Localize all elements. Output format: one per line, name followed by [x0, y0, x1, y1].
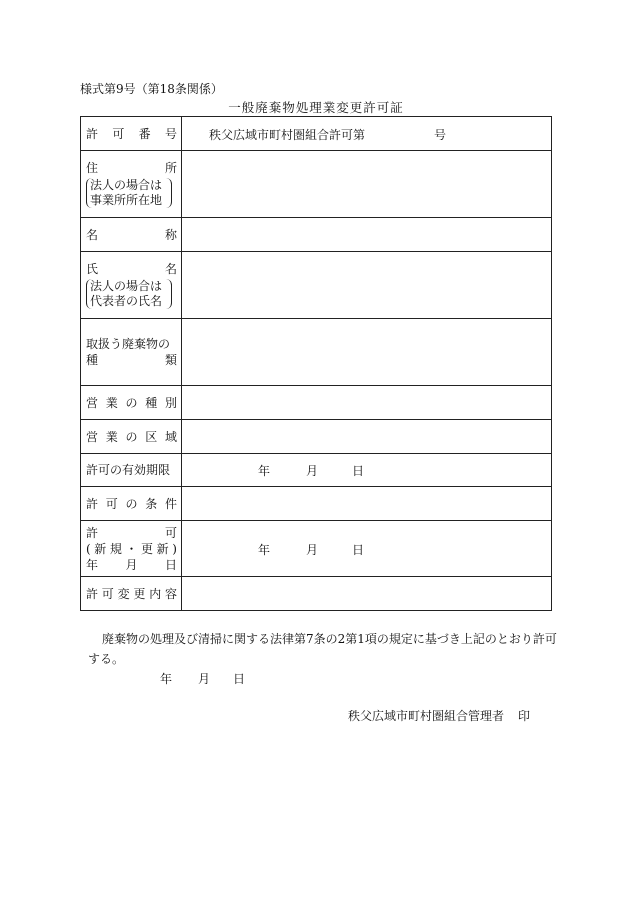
label-char: の [125, 395, 138, 410]
spread-chars [86, 541, 177, 557]
spread-chars [86, 160, 177, 176]
permit-table [80, 116, 552, 611]
value-name[interactable] [182, 218, 552, 252]
address-note [86, 178, 172, 208]
value-person[interactable] [182, 252, 552, 319]
note-line: 代表者の氏名 [90, 294, 163, 308]
label-char: 更 [133, 586, 146, 601]
label-permit-number [81, 117, 182, 151]
value-change-content[interactable] [182, 577, 552, 611]
label-char: 域 [164, 429, 177, 444]
label-char: 新 [94, 541, 107, 556]
label-char: 可 [105, 496, 118, 511]
permit-date-month: 月 [306, 542, 319, 557]
row-permit-number [81, 117, 552, 151]
label-char: 所 [164, 161, 177, 175]
validity-month: 月 [306, 464, 319, 478]
label-char: 更 [141, 541, 154, 556]
row-conditions [81, 487, 552, 521]
label-char: 日 [164, 557, 177, 572]
label-char: 新 [156, 541, 169, 556]
label-char: 称 [164, 227, 177, 242]
issue-year: 年 [160, 672, 173, 686]
label-conditions [81, 487, 182, 521]
spread-chars [86, 352, 177, 368]
label-char: 種 [145, 395, 158, 410]
label-char: 内 [149, 586, 162, 601]
label-char: 規 [109, 541, 122, 556]
seal-mark: 印 [518, 709, 531, 723]
label-char: 氏 [86, 262, 99, 276]
validity-day: 日 [352, 464, 365, 478]
label-char: 営 [86, 395, 99, 410]
label-char: 許 [86, 586, 99, 601]
validity-year: 年 [258, 464, 271, 478]
value-business-area[interactable] [182, 420, 552, 454]
permit-statement: 廃棄物の処理及び清掃に関する法律第7条の2第1項の規定に基づき上記のとおり許可する。 [88, 632, 557, 666]
waste-label-line1: 取扱う廃棄物の [86, 337, 171, 351]
value-permit-number[interactable] [182, 117, 552, 151]
label-char: 名 [86, 227, 99, 242]
spread-chars [86, 557, 177, 573]
row-business-type [81, 386, 552, 420]
label-char: ( [86, 541, 91, 556]
spread-chars [86, 126, 177, 142]
label-char: 業 [105, 395, 118, 410]
label-name [81, 218, 182, 252]
label-char: 可 [112, 126, 125, 141]
form-number: 様式第9号（第18条関係） [80, 82, 223, 96]
label-business-area [81, 420, 182, 454]
label-char: ・ [125, 541, 138, 556]
permit-number-prefix: 秩父広域市町村圏組合許可第 [209, 127, 366, 142]
row-waste-type [81, 319, 552, 386]
value-validity[interactable] [182, 454, 552, 487]
label-char: 別 [164, 395, 177, 410]
label-char: 許 [86, 525, 99, 540]
label-char: 変 [117, 586, 130, 601]
label-address [81, 151, 182, 218]
label-waste-type [81, 319, 182, 386]
row-person [81, 252, 552, 319]
spread-chars [86, 261, 177, 277]
spread-chars [86, 525, 177, 541]
note-line: 事業所所在地 [90, 193, 163, 207]
value-conditions[interactable] [182, 487, 552, 521]
row-name [81, 218, 552, 252]
note-line: 法人の場合は [90, 178, 163, 192]
value-address[interactable] [182, 151, 552, 218]
row-permit-date [81, 521, 552, 577]
note-line: 法人の場合は [90, 279, 163, 293]
document-title: 一般廃棄物処理業変更許可証 [228, 100, 404, 115]
label-char: 類 [164, 353, 177, 367]
label-char: 年 [86, 557, 99, 572]
label-char: 条 [145, 496, 158, 511]
label-char: 名 [164, 262, 177, 276]
permit-date-year: 年 [258, 542, 271, 557]
label-person [81, 252, 182, 319]
issue-day: 日 [233, 672, 246, 686]
validity-label: 許可の有効期限 [86, 463, 171, 477]
spread-chars [86, 395, 177, 411]
row-business-area [81, 420, 552, 454]
label-char: 可 [101, 586, 114, 601]
spread-chars [86, 227, 177, 243]
row-change-content [81, 577, 552, 611]
value-business-type[interactable] [182, 386, 552, 420]
label-char: 種 [86, 353, 99, 367]
label-char: 可 [164, 525, 177, 540]
issuer [348, 707, 530, 724]
label-char: の [125, 429, 138, 444]
label-char: 業 [105, 429, 118, 444]
value-permit-date[interactable] [182, 521, 552, 577]
spread-chars [86, 429, 177, 445]
permit-date-day: 日 [352, 542, 365, 557]
label-char: 区 [145, 429, 158, 444]
issuer-name: 秩父広域市町村圏組合管理者 [348, 709, 505, 723]
value-waste-type[interactable] [182, 319, 552, 386]
label-char: 号 [164, 126, 177, 141]
row-address [81, 151, 552, 218]
permit-number-suffix: 号 [434, 127, 447, 142]
label-char: 容 [164, 586, 177, 601]
label-change-content [81, 577, 182, 611]
issue-month: 月 [198, 672, 211, 686]
label-char: 番 [138, 126, 151, 141]
person-note [86, 279, 172, 309]
label-char: の [125, 496, 138, 511]
label-char: 許 [86, 496, 99, 511]
spread-chars [86, 496, 177, 512]
label-char: 月 [125, 557, 138, 572]
label-validity [81, 454, 182, 487]
spread-chars [86, 586, 177, 602]
label-char: 住 [86, 161, 99, 175]
label-char: 営 [86, 429, 99, 444]
label-char: 許 [86, 126, 99, 141]
label-char: ) [172, 541, 177, 556]
label-char: 件 [164, 496, 177, 511]
row-validity [81, 454, 552, 487]
label-permit-date [81, 521, 182, 577]
label-business-type [81, 386, 182, 420]
